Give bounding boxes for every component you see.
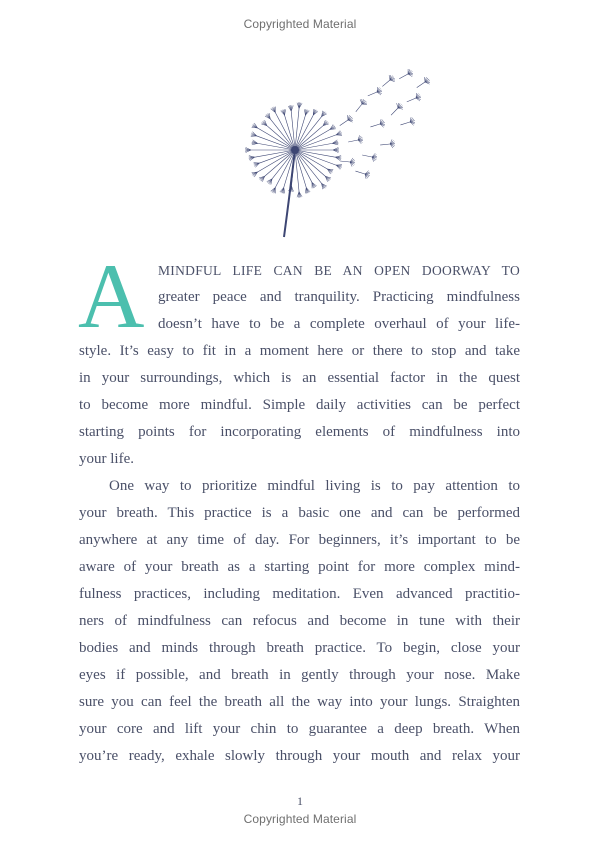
text-line: MINDFUL LIFE CAN BE AN OPEN DOORWAY TO (158, 263, 520, 278)
copyright-watermark-top: Copyrighted Material (243, 17, 357, 31)
text-line: style. It’s easy to fit in a moment here or there to stop and take (79, 343, 520, 359)
text-line: greater peace and tranquility. Practicing mindfulness (158, 289, 520, 305)
text-line: fulness practices, including meditation. Even advanced practitio- (79, 586, 520, 602)
page-number: 1 (297, 794, 303, 808)
text-line: sure you can feel the breath all the way into your lungs. Straighten (79, 694, 520, 710)
drop-cap: A (78, 245, 145, 347)
text-line: doesn’t have to be a complete overhaul of your life- (158, 316, 520, 332)
copyright-watermark-bottom: Copyrighted Material (243, 812, 357, 826)
text-line: bodies and minds through breath practice. To begin, close your (79, 640, 520, 656)
text-line: to become more mindful. Simple daily activities can be perfect (79, 397, 520, 413)
text-line: in your surroundings, which is an essential factor in the quest (79, 370, 520, 386)
text-line: aware of your breath as a starting point for more complex mind- (79, 559, 520, 575)
text-line: starting points for incorporating elements of mindfulness into (79, 424, 520, 440)
dandelion-icon (240, 62, 440, 242)
text-line: anywhere at any time of day. For beginners, it’s important to be (79, 532, 520, 548)
text-line: your breath. This practice is a basic one and can be performed (79, 505, 520, 521)
text-line: your core and lift your chin to guarantee a deep breath. When (79, 721, 520, 737)
text-line: you’re ready, exhale slowly through your mouth and relax your (79, 748, 520, 764)
text-line: One way to prioritize mindful living is to pay attention to (109, 478, 520, 494)
text-line: your life. (79, 451, 134, 467)
text-line: ners of mindfulness can refocus and become in tune with their (79, 613, 520, 629)
text-line: eyes if possible, and breath in gently through your nose. Make (79, 667, 520, 683)
